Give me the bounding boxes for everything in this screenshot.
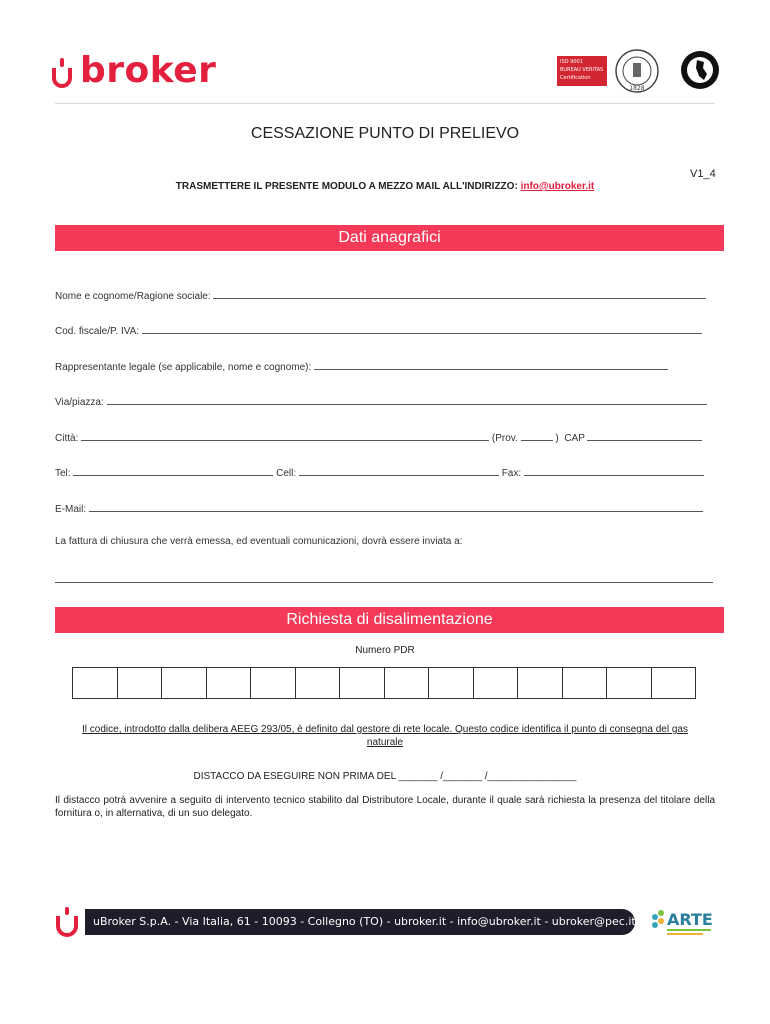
- pdr-digit-box[interactable]: [385, 668, 430, 698]
- pdr-label: Numero PDR: [355, 645, 415, 656]
- pdr-digit-box[interactable]: [207, 668, 252, 698]
- accredia-logo-icon: [680, 46, 720, 94]
- certification-seal-icon: [612, 48, 662, 94]
- ubroker-logo-icon: [50, 58, 74, 90]
- pdr-digit-box[interactable]: [118, 668, 163, 698]
- arte-logo-text: ARTE: [667, 910, 713, 929]
- email-link[interactable]: info@ubroker.it: [520, 181, 595, 192]
- transmit-text: TRASMETTERE IL PRESENTE MODULO A MEZZO MAIL ALL'INDIRIZZO:: [175, 181, 521, 192]
- pdr-digit-box[interactable]: [296, 668, 341, 698]
- section-header-dati-anagrafici: Dati anagrafici: [55, 225, 724, 251]
- pdr-digit-box[interactable]: [73, 668, 118, 698]
- page-title: CESSAZIONE PUNTO DI PRELIEVO: [250, 125, 520, 142]
- bureau-veritas-certification-logo: ISO 9001 BUREAU VERITAS Certification: [557, 56, 607, 86]
- section-header-disalimentazione: Richiesta di disalimentazione: [55, 607, 724, 633]
- version-label: V1_4: [690, 168, 716, 180]
- field-citta[interactable]: Città: (Prov. ) CAP: [55, 430, 702, 444]
- field-nome[interactable]: Nome e cognome/Ragione sociale:: [55, 288, 706, 302]
- pdr-input-grid[interactable]: [72, 667, 696, 699]
- transmit-instruction: [0, 181, 770, 192]
- arte-logo-icon: [647, 905, 717, 939]
- pdr-digit-box[interactable]: [563, 668, 608, 698]
- pdr-digit-box[interactable]: [429, 668, 474, 698]
- pdr-digit-box[interactable]: [474, 668, 519, 698]
- pdr-digit-box[interactable]: [652, 668, 696, 698]
- field-telefoni[interactable]: Tel: Cell: Fax:: [55, 465, 704, 479]
- fattura-label: La fattura di chiusura che verrà emessa, ed eventuali comunicazioni, dovrà essere inviata a:: [55, 536, 463, 547]
- pdr-digit-box[interactable]: [251, 668, 296, 698]
- footer-contact-bar: uBroker S.p.A. - Via Italia, 61 - 10093 - Collegno (TO) - ubroker.it - info@ubroker.it - ubroker@pec.it: [85, 909, 635, 935]
- field-codice-fiscale[interactable]: Cod. fiscale/P. IVA:: [55, 323, 702, 337]
- field-email[interactable]: E-Mail:: [55, 501, 703, 515]
- field-indirizzo-fattura[interactable]: [55, 572, 713, 586]
- field-rappresentante[interactable]: Rappresentante legale (se applicabile, nome e cognome):: [55, 359, 668, 373]
- footer-ubroker-icon: [55, 907, 79, 937]
- pdr-digit-box[interactable]: [340, 668, 385, 698]
- field-via[interactable]: Via/piazza:: [55, 394, 707, 408]
- pdr-digit-box[interactable]: [607, 668, 652, 698]
- pdr-note: Il codice, introdotto dalla delibera AEEG 293/05, è definito dal gestore di rete locale. Questo codice identifica il punto di consegna del gas naturale: [82, 724, 688, 748]
- header-divider: [55, 103, 715, 104]
- pdr-digit-box[interactable]: [162, 668, 207, 698]
- ubroker-logo: broker: [80, 50, 217, 91]
- distacco-paragraph: Il distacco potrà avvenire a seguito di intervento tecnico stabilito dal Distributore Locale, durante il quale sarà richiesta la presenza del titolare della fornitura o, in alternativa, di un suo delegato.: [55, 795, 715, 819]
- pdr-digit-box[interactable]: [518, 668, 563, 698]
- distacco-date-field[interactable]: DISTACCO DA ESEGUIRE NON PRIMA DEL _______ /_______ /________________: [193, 771, 577, 782]
- seal-year: 1828: [629, 85, 645, 92]
